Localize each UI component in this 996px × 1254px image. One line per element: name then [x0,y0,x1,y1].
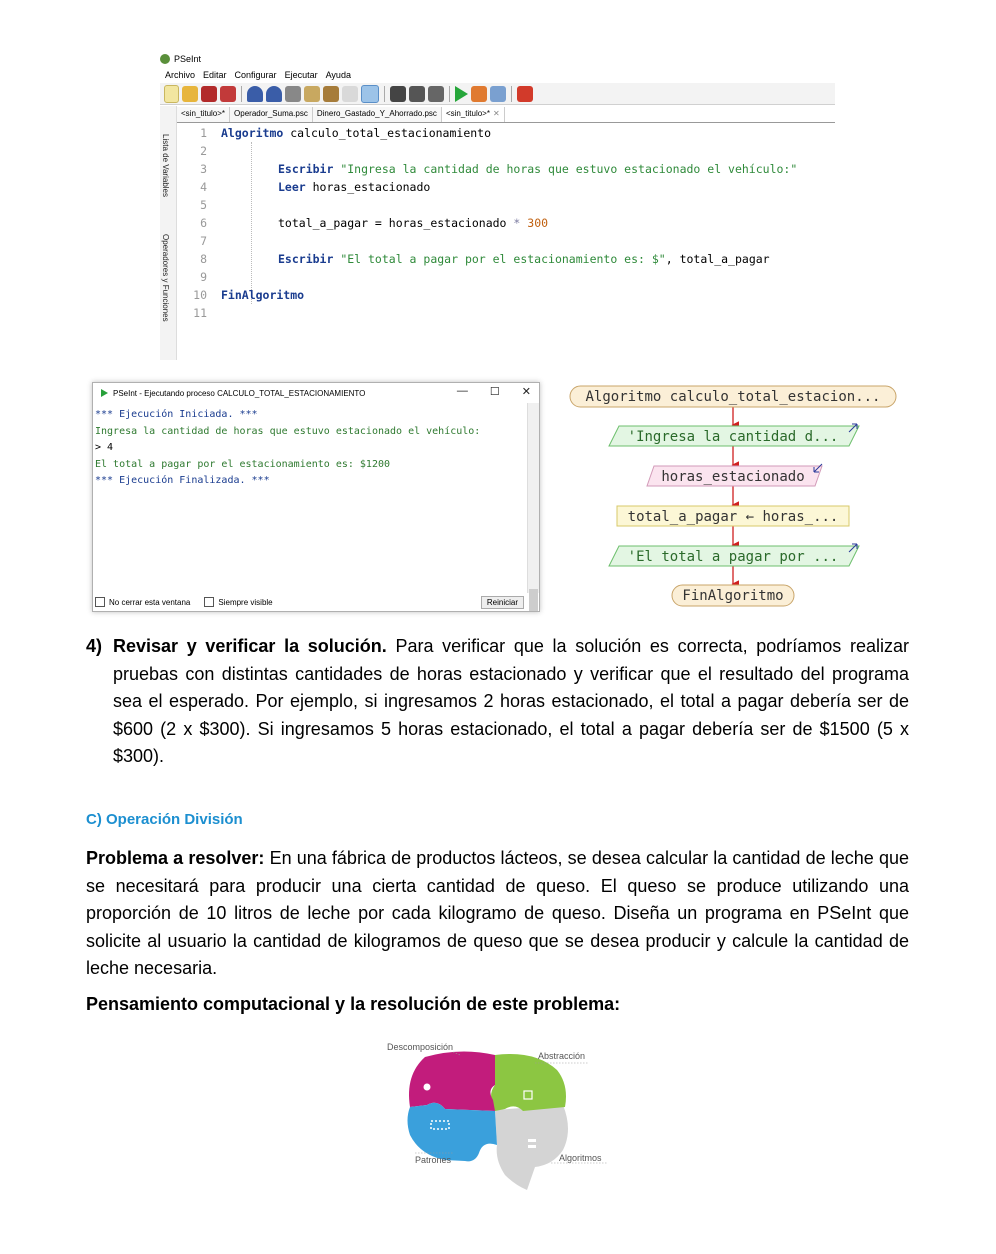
variables-icon[interactable] [361,85,379,103]
editor-app-title: PSeInt [174,54,202,64]
code-line [177,304,221,322]
line-number: 1 [200,126,207,140]
find-next-icon[interactable] [409,86,425,102]
line-number: 7 [200,234,207,248]
tab-dinero-gastado[interactable]: Dinero_Gastado_Y_Ahorrado.psc [313,107,442,122]
menu-ejecutar[interactable]: Ejecutar [284,70,318,80]
code-text: total_a_pagar = horas_estacionado [278,216,514,230]
siempre-visible-checkbox[interactable] [204,597,214,607]
line-number: 2 [200,144,207,158]
toolbar-separator [449,86,450,102]
line-number: 10 [193,288,207,302]
tab-sin-titulo-active[interactable] [442,107,505,122]
operator: * [513,216,521,230]
keyword: Algoritmo [221,126,284,140]
no-cerrar-checkbox[interactable] [95,597,105,607]
flow-node-input-text: horas_estacionado [661,469,805,485]
console-output [95,407,480,490]
number-literal: 300 [520,216,549,230]
patrones-label: Patrones [415,1155,452,1165]
keyword: Escribir [278,252,334,266]
section-title: C) Operación División [86,811,243,828]
code-line [177,214,548,232]
flow-node-start-text: Algoritmo calculo_total_estacion... [585,389,881,405]
code-text: horas_estacionado [305,180,431,194]
problem-paragraph [86,845,909,983]
vertical-scrollbar[interactable] [527,403,539,593]
close-icon[interactable]: ✕ [492,109,500,118]
editor-title-bar [160,54,201,64]
side-tab-operadores[interactable]: Operadores y Funciones [161,234,170,322]
console-line: Ingresa la cantidad de horas que estuvo estacionado el vehículo: [95,425,481,437]
flow-node-output-text: 'Ingresa la cantidad d... [627,429,839,445]
run-icon[interactable] [455,86,468,102]
pseint-editor-window [160,52,835,360]
save-as-icon[interactable] [220,86,236,102]
code-line [177,250,770,268]
algoritmos-icon [528,1139,536,1142]
pseint-logo-icon [160,54,170,64]
problem-text: En una fábrica de productos lácteos, se desea calcular la cantidad de leche que se necesitará para producir una cierta cantidad de queso. El queso se produce utilizando una proporción de 10 litros de leche por cada kilogramo de queso. Diseña un programa en PSeInt que solicite al usuario la cantidad de kilogramos de queso que se desea producir y calcule la cantidad de leche necesaria. [86,848,909,978]
menu-ayuda[interactable]: Ayuda [325,70,351,80]
save-icon[interactable] [201,86,217,102]
line-number: 8 [200,252,207,266]
list-number: 4) [86,636,103,656]
step4-bold: Revisar y verificar la solución. [113,636,387,656]
code-line [177,196,221,214]
tab-operador-suma[interactable]: Operador_Suma.psc [230,107,313,122]
flowchart-diagram [565,382,905,612]
line-number: 4 [200,180,207,194]
descomposicion-icon [424,1084,431,1091]
menu-editar[interactable]: Editar [203,70,227,80]
file-tabs [177,107,835,123]
open-folder-icon[interactable] [182,86,198,102]
no-cerrar-label: No cerrar esta ventana [109,597,191,607]
code-line [177,268,221,286]
tab-sin-titulo-1[interactable]: <sin_titulo>* [177,107,230,122]
line-number: 11 [193,306,207,320]
flow-node-end-text: FinAlgoritmo [682,588,784,604]
line-number: 3 [200,162,207,176]
replace-icon[interactable] [428,86,444,102]
cut-icon[interactable] [285,86,301,102]
console-title: PSeInt - Ejecutando proceso CALCULO_TOTAL_ESTACIONAMIENTO [113,388,366,398]
flowchart-icon[interactable] [490,86,506,102]
code-line [177,178,430,196]
code-line [177,286,304,304]
close-button[interactable]: ✕ [521,386,531,398]
indent-icon[interactable] [342,86,358,102]
algoritmos-icon [528,1145,536,1148]
side-tab-variables[interactable]: Lista de Variables [161,134,170,197]
code-line [177,124,491,142]
reiniciar-button[interactable]: Reiniciar [481,596,524,609]
step-icon[interactable] [471,86,487,102]
flow-node-output-2-text: 'El total a pagar por ... [627,549,839,565]
menu-archivo[interactable]: Archivo [165,70,196,80]
abstraccion-piece [491,1054,566,1111]
paste-icon[interactable] [323,86,339,102]
console-line: El total a pagar por el estacionamiento es: $1200 [95,458,391,470]
line-number: 9 [200,270,207,284]
run-icon [101,389,108,397]
keyword: FinAlgoritmo [221,288,305,302]
toolbar-separator [241,86,242,102]
help-icon[interactable] [517,86,533,102]
menu-configurar[interactable]: Configurar [234,70,277,80]
maximize-button[interactable]: ☐ [489,386,500,398]
console-line: > 4 [95,442,114,453]
console-line: *** Ejecución Iniciada. *** [95,409,258,420]
undo-icon[interactable] [247,86,263,102]
string-literal: "Ingresa la cantidad de horas que estuvo estacionado el vehículo:" [333,162,798,176]
code-line [177,142,221,160]
descomposicion-piece [409,1051,495,1111]
toolbar-separator [384,86,385,102]
new-file-icon[interactable] [164,85,179,103]
code-line [177,232,221,250]
computational-thinking-brain-diagram [375,1035,625,1195]
console-footer [93,593,539,611]
line-number: 6 [200,216,207,230]
search-icon[interactable] [390,86,406,102]
window-controls [457,385,531,398]
code-line [177,160,797,178]
algoritmos-label: Algoritmos [559,1153,602,1163]
console-line: *** Ejecución Finalizada. *** [95,475,270,486]
siempre-visible-label: Siempre visible [218,597,273,607]
code-text: calculo_total_estacionamiento [283,126,492,140]
keyword: Leer [278,180,306,194]
patrones-piece [408,1103,498,1162]
code-text: , total_a_pagar [665,252,770,266]
descomposicion-label: Descomposición [387,1042,454,1052]
flow-node-assign-text: total_a_pagar ← horas_... [627,509,839,525]
step4-text: Para verificar que la solución es correcta, podríamos realizar pruebas con distintas cantidades de horas estacionado y verificar que el resultado del programa sea el esperado. Por ejemplo, si ingresamos 2 horas estacionado, el total a pagar debería ser de $600 (2 x $300). Si ingresamos 5 horas estacionado, el total a pagar debería ser de $1500 (5 x $300). [113,636,909,766]
menu-bar [165,70,351,80]
execution-console-window [92,382,540,612]
minimize-button[interactable]: — [456,385,468,397]
copy-icon[interactable] [304,86,320,102]
toolbar [160,83,835,105]
step4-paragraph [113,633,909,771]
editor-side-panel [160,106,177,360]
abstraccion-label: Abstracción [538,1051,586,1061]
code-editor[interactable] [177,124,835,360]
string-literal: "El total a pagar por el estacionamiento es: $" [333,252,666,266]
redo-icon[interactable] [266,86,282,102]
line-number: 5 [200,198,207,212]
problem-bold: Problema a resolver: [86,848,265,868]
tab-label: <sin_titulo>* [445,109,490,118]
pensamiento-heading: Pensamiento computacional y la resolución de este problema: [86,994,621,1014]
toolbar-separator [511,86,512,102]
keyword: Escribir [278,162,334,176]
